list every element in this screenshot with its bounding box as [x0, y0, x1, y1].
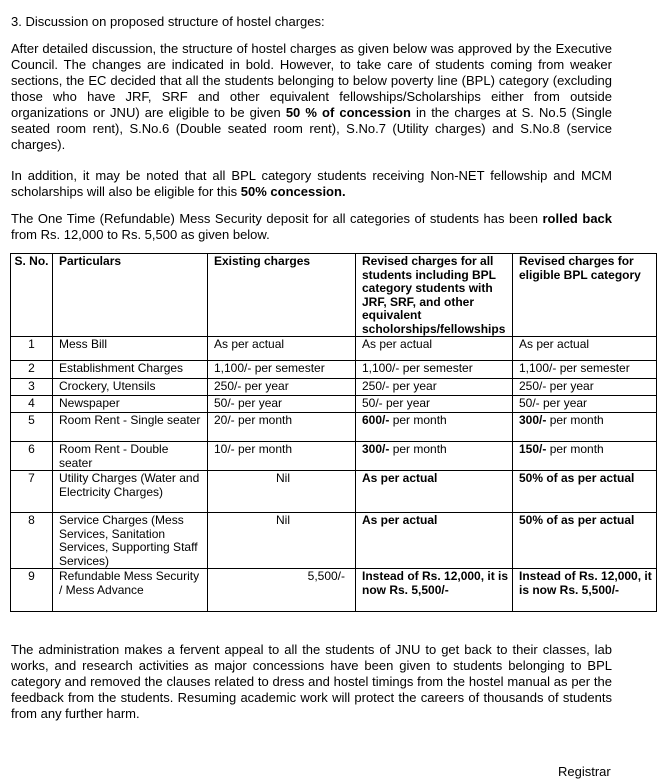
table-row [11, 471, 657, 513]
cell-existing: 10/- per month [208, 442, 356, 471]
paragraph-bpl-fellowship [11, 168, 612, 200]
table-header-row [11, 254, 657, 337]
cell-sno: 9 [11, 569, 53, 612]
table-row [11, 413, 657, 442]
cell-revised-all [356, 442, 513, 471]
table-row [11, 569, 657, 612]
cell-particulars: Crockery, Utensils [53, 379, 208, 396]
cell-particulars: Newspaper [53, 396, 208, 413]
cell-revised-bpl: 1,100/- per semester [513, 361, 657, 379]
cell-sno: 6 [11, 442, 53, 471]
cell-existing: As per actual [208, 337, 356, 361]
paragraph-appeal: The administration makes a fervent appeal to all the students of JNU to get back to their classes, lab works, and research activities as major concessions have been given to students belonging to BPL category and removed the clauses related to dress and hostel timings from the hostel manual as per the feedback from the students. Resuming academic work will protect the careers of thousands of students from any further harm. [11, 642, 612, 721]
cell-sno: 7 [11, 471, 53, 513]
cell-revised-all-unit: per month [389, 413, 447, 427]
cell-existing: 50/- per year [208, 396, 356, 413]
cell-revised-all: Instead of Rs. 12,000, it is now Rs. 5,500/- [356, 569, 513, 612]
cell-revised-all-amount: 600/- [362, 413, 390, 427]
cell-revised-bpl-amount: 150/- [519, 442, 547, 456]
cell-revised-all-unit: per month [389, 442, 447, 456]
cell-revised-all [356, 413, 513, 442]
cell-revised-bpl-unit: per month [546, 442, 604, 456]
cell-sno: 3 [11, 379, 53, 396]
cell-revised-bpl: 50/- per year [513, 396, 657, 413]
header-revised-all: Revised charges for all students including BPL category students with JRF, SRF, and other equivalent scholorships/fellowships [356, 254, 513, 337]
para1-text-c: in the charges at S. No.5 (Single seated room rent), S.No.6 (Double seated room rent), S.No.7 (Utility charges) and S.No.8 (service charges). [11, 105, 612, 152]
table-row [11, 396, 657, 413]
para3-text-c: from Rs. 12,000 to Rs. 5,500 as given below. [11, 227, 270, 242]
cell-revised-all: As per actual [356, 471, 513, 513]
cell-revised-bpl: As per actual [513, 337, 657, 361]
cell-existing: 250/- per year [208, 379, 356, 396]
table-row [11, 337, 657, 361]
cell-revised-bpl [513, 442, 657, 471]
cell-sno: 1 [11, 337, 53, 361]
cell-particulars: Service Charges (Mess Services, Sanitation Services, Supporting Staff Services) [53, 513, 208, 569]
cell-existing: 5,500/- [208, 569, 356, 612]
cell-existing: Nil [208, 471, 356, 513]
cell-sno: 8 [11, 513, 53, 569]
header-revised-bpl: Revised charges for eligible BPL category [513, 254, 657, 337]
table-row [11, 442, 657, 471]
cell-revised-bpl: Instead of Rs. 12,000, it is now Rs. 5,500/- [513, 569, 657, 612]
table-row [11, 513, 657, 569]
cell-revised-bpl [513, 413, 657, 442]
paragraph-structure-approval [11, 41, 612, 153]
cell-existing: 1,100/- per semester [208, 361, 356, 379]
cell-particulars: Room Rent - Single seater [53, 413, 208, 442]
signature-registrar: Registrar [558, 764, 611, 779]
para3-bold-rolled-back: rolled back [542, 211, 613, 226]
cell-revised-bpl-amount: 300/- [519, 413, 547, 427]
section-heading: 3. Discussion on proposed structure of hostel charges: [11, 14, 325, 29]
para2-text-a: In addition, it may be noted that all BPL category students receiving Non-NET fellowship and MCM scholarships will also be eligible for this [11, 168, 612, 199]
cell-existing: 20/- per month [208, 413, 356, 442]
cell-particulars: Utility Charges (Water and Electricity Charges) [53, 471, 208, 513]
cell-particulars: Refundable Mess Security / Mess Advance [53, 569, 208, 612]
table-row [11, 379, 657, 396]
cell-revised-all: 250/- per year [356, 379, 513, 396]
cell-revised-all: As per actual [356, 337, 513, 361]
cell-revised-all: As per actual [356, 513, 513, 569]
para3-text-a: The One Time (Refundable) Mess Security deposit for all categories of students has been [11, 211, 543, 226]
para1-text-a: After detailed discussion, the structure of hostel charges as given below was approved by the Executive Council. The changes are indicated in bold. However, to take care of students coming from weaker sections, the EC decided that all the students belonging to below poverty line (BPL) category (excluding those who have JRF, SRF and other equivalent fellowships/Scholarships either from outside organizations or JNU) are eligible to be given [11, 41, 612, 120]
cell-particulars: Establishment Charges [53, 361, 208, 379]
cell-revised-bpl: 250/- per year [513, 379, 657, 396]
hostel-charges-table [10, 253, 657, 612]
cell-particulars: Room Rent - Double seater [53, 442, 208, 471]
header-existing-charges: Existing charges [208, 254, 356, 337]
cell-sno: 2 [11, 361, 53, 379]
cell-existing: Nil [208, 513, 356, 569]
header-sno: S. No. [11, 254, 53, 337]
cell-revised-all-amount: 300/- [362, 442, 390, 456]
header-particulars: Particulars [53, 254, 208, 337]
cell-sno: 5 [11, 413, 53, 442]
cell-revised-bpl: 50% of as per actual [513, 471, 657, 513]
para1-bold-concession: 50 % of concession [285, 105, 411, 120]
cell-particulars: Mess Bill [53, 337, 208, 361]
cell-revised-bpl: 50% of as per actual [513, 513, 657, 569]
table-row [11, 361, 657, 379]
cell-revised-all: 1,100/- per semester [356, 361, 513, 379]
paragraph-mess-security [11, 211, 612, 243]
para2-bold-concession: 50% concession. [240, 184, 346, 199]
cell-sno: 4 [11, 396, 53, 413]
cell-revised-all: 50/- per year [356, 396, 513, 413]
cell-revised-bpl-unit: per month [546, 413, 604, 427]
